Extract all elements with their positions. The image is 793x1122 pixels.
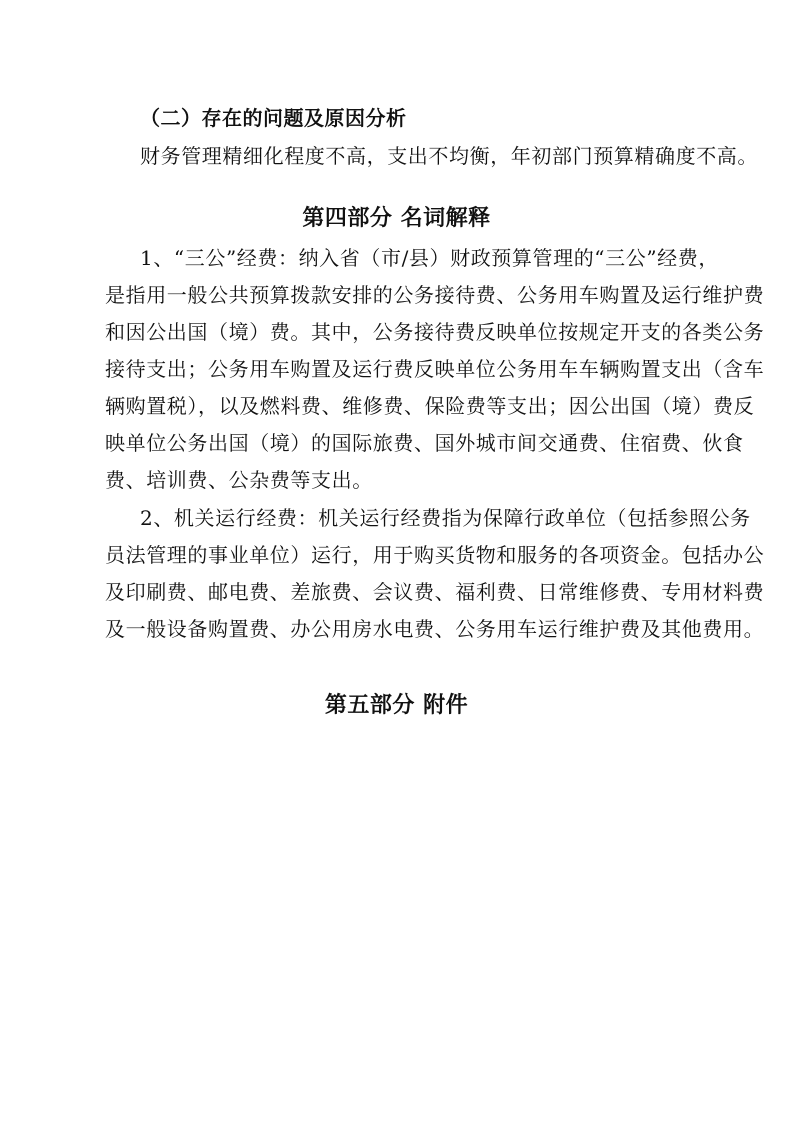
definition-line: 接待支出；公务用车购置及运行费反映单位公务用车车辆购置支出（含车 — [105, 357, 765, 381]
definition-line: 是指用一般公共预算拨款安排的公务接待费、公务用车购置及运行维护费 — [105, 283, 765, 307]
definition-line: 及一般设备购置费、办公用房水电费、公务用车运行维护费及其他费用。 — [105, 617, 765, 641]
section-paragraph-problems: 财务管理精细化程度不高，支出不均衡，年初部门预算精确度不高。 — [140, 144, 758, 168]
part-five-heading: 第五部分 附件 — [324, 693, 469, 718]
definition-line: 映单位公务出国（境）的国际旅费、国外城市间交通费、住宿费、伙食 — [105, 431, 744, 455]
definition-line: 员法管理的事业单位）运行，用于购买货物和服务的各项资金。包括办公 — [105, 543, 765, 567]
definition-line: 1、“三公”经费：纳入省（市/县）财政预算管理的“三公”经费， — [140, 246, 719, 270]
section-heading-problems: （二）存在的问题及原因分析 — [140, 106, 407, 130]
definition-line: 费、培训费、公杂费等支出。 — [105, 468, 373, 492]
definition-line: 辆购置税），以及燃料费、维修费、保险费等支出；因公出国（境）费反 — [105, 394, 755, 418]
definition-line: 和因公出国（境）费。其中，公务接待费反映单位按规定开支的各类公务 — [105, 320, 765, 344]
part-four-heading: 第四部分 名词解释 — [302, 206, 491, 231]
definition-line: 及印刷费、邮电费、差旅费、会议费、福利费、日常维修费、专用材料费 — [105, 580, 765, 604]
definition-line: 2、机关运行经费：机关运行经费指为保障行政单位（包括参照公务 — [140, 506, 751, 530]
